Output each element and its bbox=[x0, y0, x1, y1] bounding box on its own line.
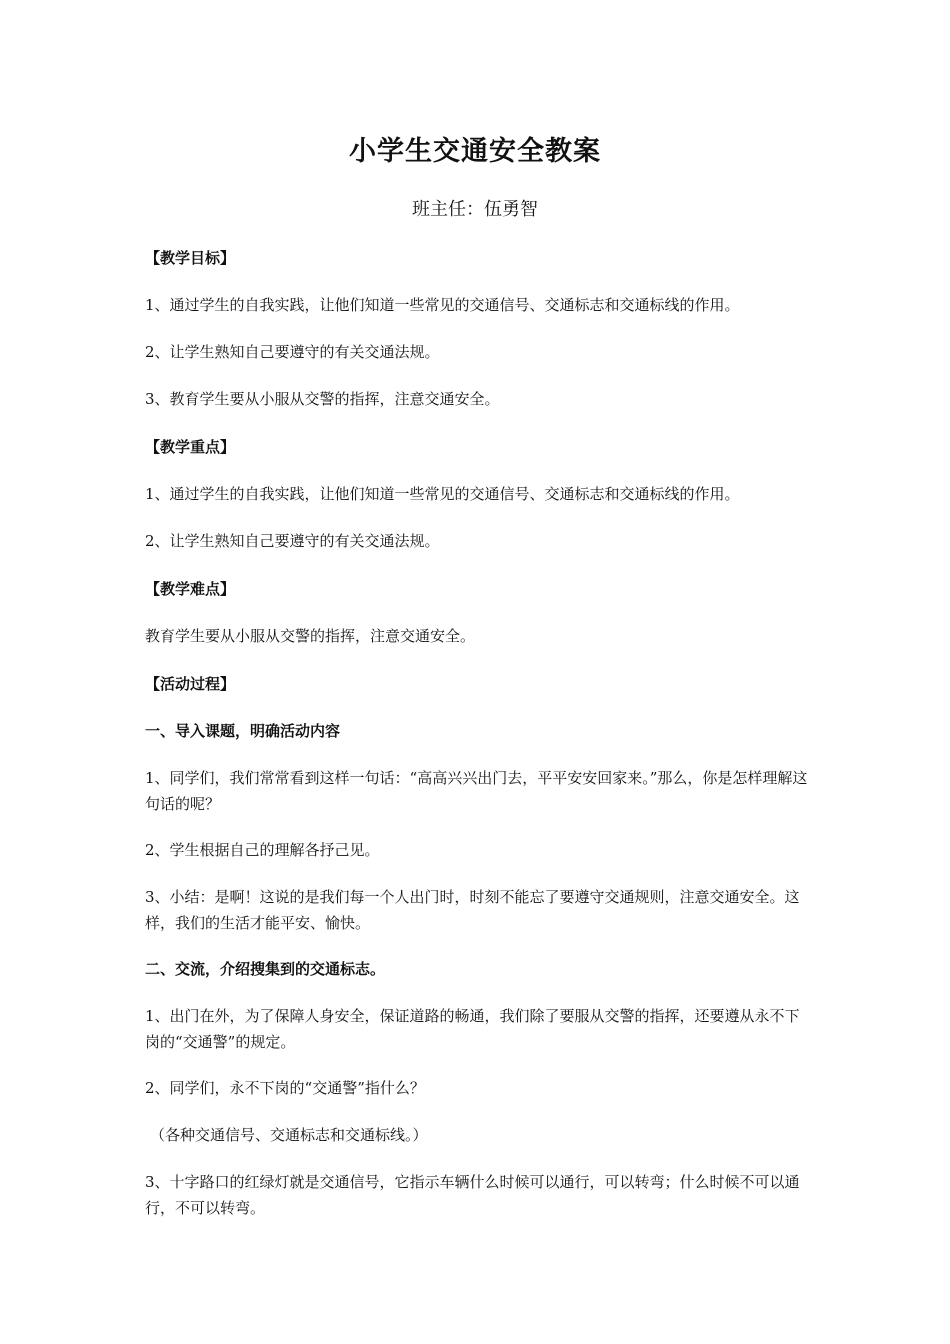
part2-item-3: 3、十字路口的红绿灯就是交通信号，它指示车辆什么时候可以通行，可以转弯；什么时候不可以通行，不可以转弯。 bbox=[145, 1173, 800, 1217]
document-subtitle: 班主任：伍勇智 bbox=[412, 199, 538, 220]
key-item-1: 1、通过学生的自我实践，让他们知道一些常见的交通信号、交通标志和交通标线的作用。 bbox=[145, 485, 740, 503]
section-heading-difficulty: 【教学难点】 bbox=[145, 580, 236, 598]
part1-item-1: 1、同学们，我们常常看到这样一句话：“高高兴兴出门去，平平安安回家来。”那么，你是怎样理解这句话的呢？ bbox=[145, 769, 808, 813]
goal-item-2: 2、让学生熟知自己要遵守的有关交通法规。 bbox=[145, 343, 440, 361]
goal-item-1: 1、通过学生的自我实践，让他们知道一些常见的交通信号、交通标志和交通标线的作用。 bbox=[145, 296, 740, 314]
goal-item-3: 3、教育学生要从小服从交警的指挥，注意交通安全。 bbox=[145, 390, 500, 408]
part1-item-2: 2、学生根据自己的理解各抒己见。 bbox=[145, 841, 380, 859]
section-heading-process: 【活动过程】 bbox=[145, 675, 236, 693]
section-heading-key: 【教学重点】 bbox=[145, 438, 236, 456]
section-heading-goals: 【教学目标】 bbox=[145, 249, 236, 267]
difficulty-text: 教育学生要从小服从交警的指挥，注意交通安全。 bbox=[145, 627, 476, 645]
part2-item-2: 2、同学们，永不下岗的“交通警”指什么？ bbox=[145, 1079, 425, 1097]
part2-item-1: 1、出门在外，为了保障人身安全，保证道路的畅通，我们除了要服从交警的指挥，还要遵从永不下岗的“交通警”的规定。 bbox=[145, 1007, 800, 1051]
part1-item-3: 3、小结：是啊！这说的是我们每一个人出门时，时刻不能忘了要遵守交通规则，注意交通安全。这样，我们的生活才能平安、愉快。 bbox=[145, 888, 800, 932]
document-title: 小学生交通安全教案 bbox=[349, 136, 601, 167]
part1-heading: 一、导入课题，明确活动内容 bbox=[145, 722, 341, 740]
part2-heading: 二、交流，介绍搜集到的交通标志。 bbox=[145, 960, 386, 978]
key-item-2: 2、让学生熟知自己要遵守的有关交通法规。 bbox=[145, 532, 440, 550]
part2-answer: （各种交通信号、交通标志和交通标线。） bbox=[150, 1126, 428, 1144]
